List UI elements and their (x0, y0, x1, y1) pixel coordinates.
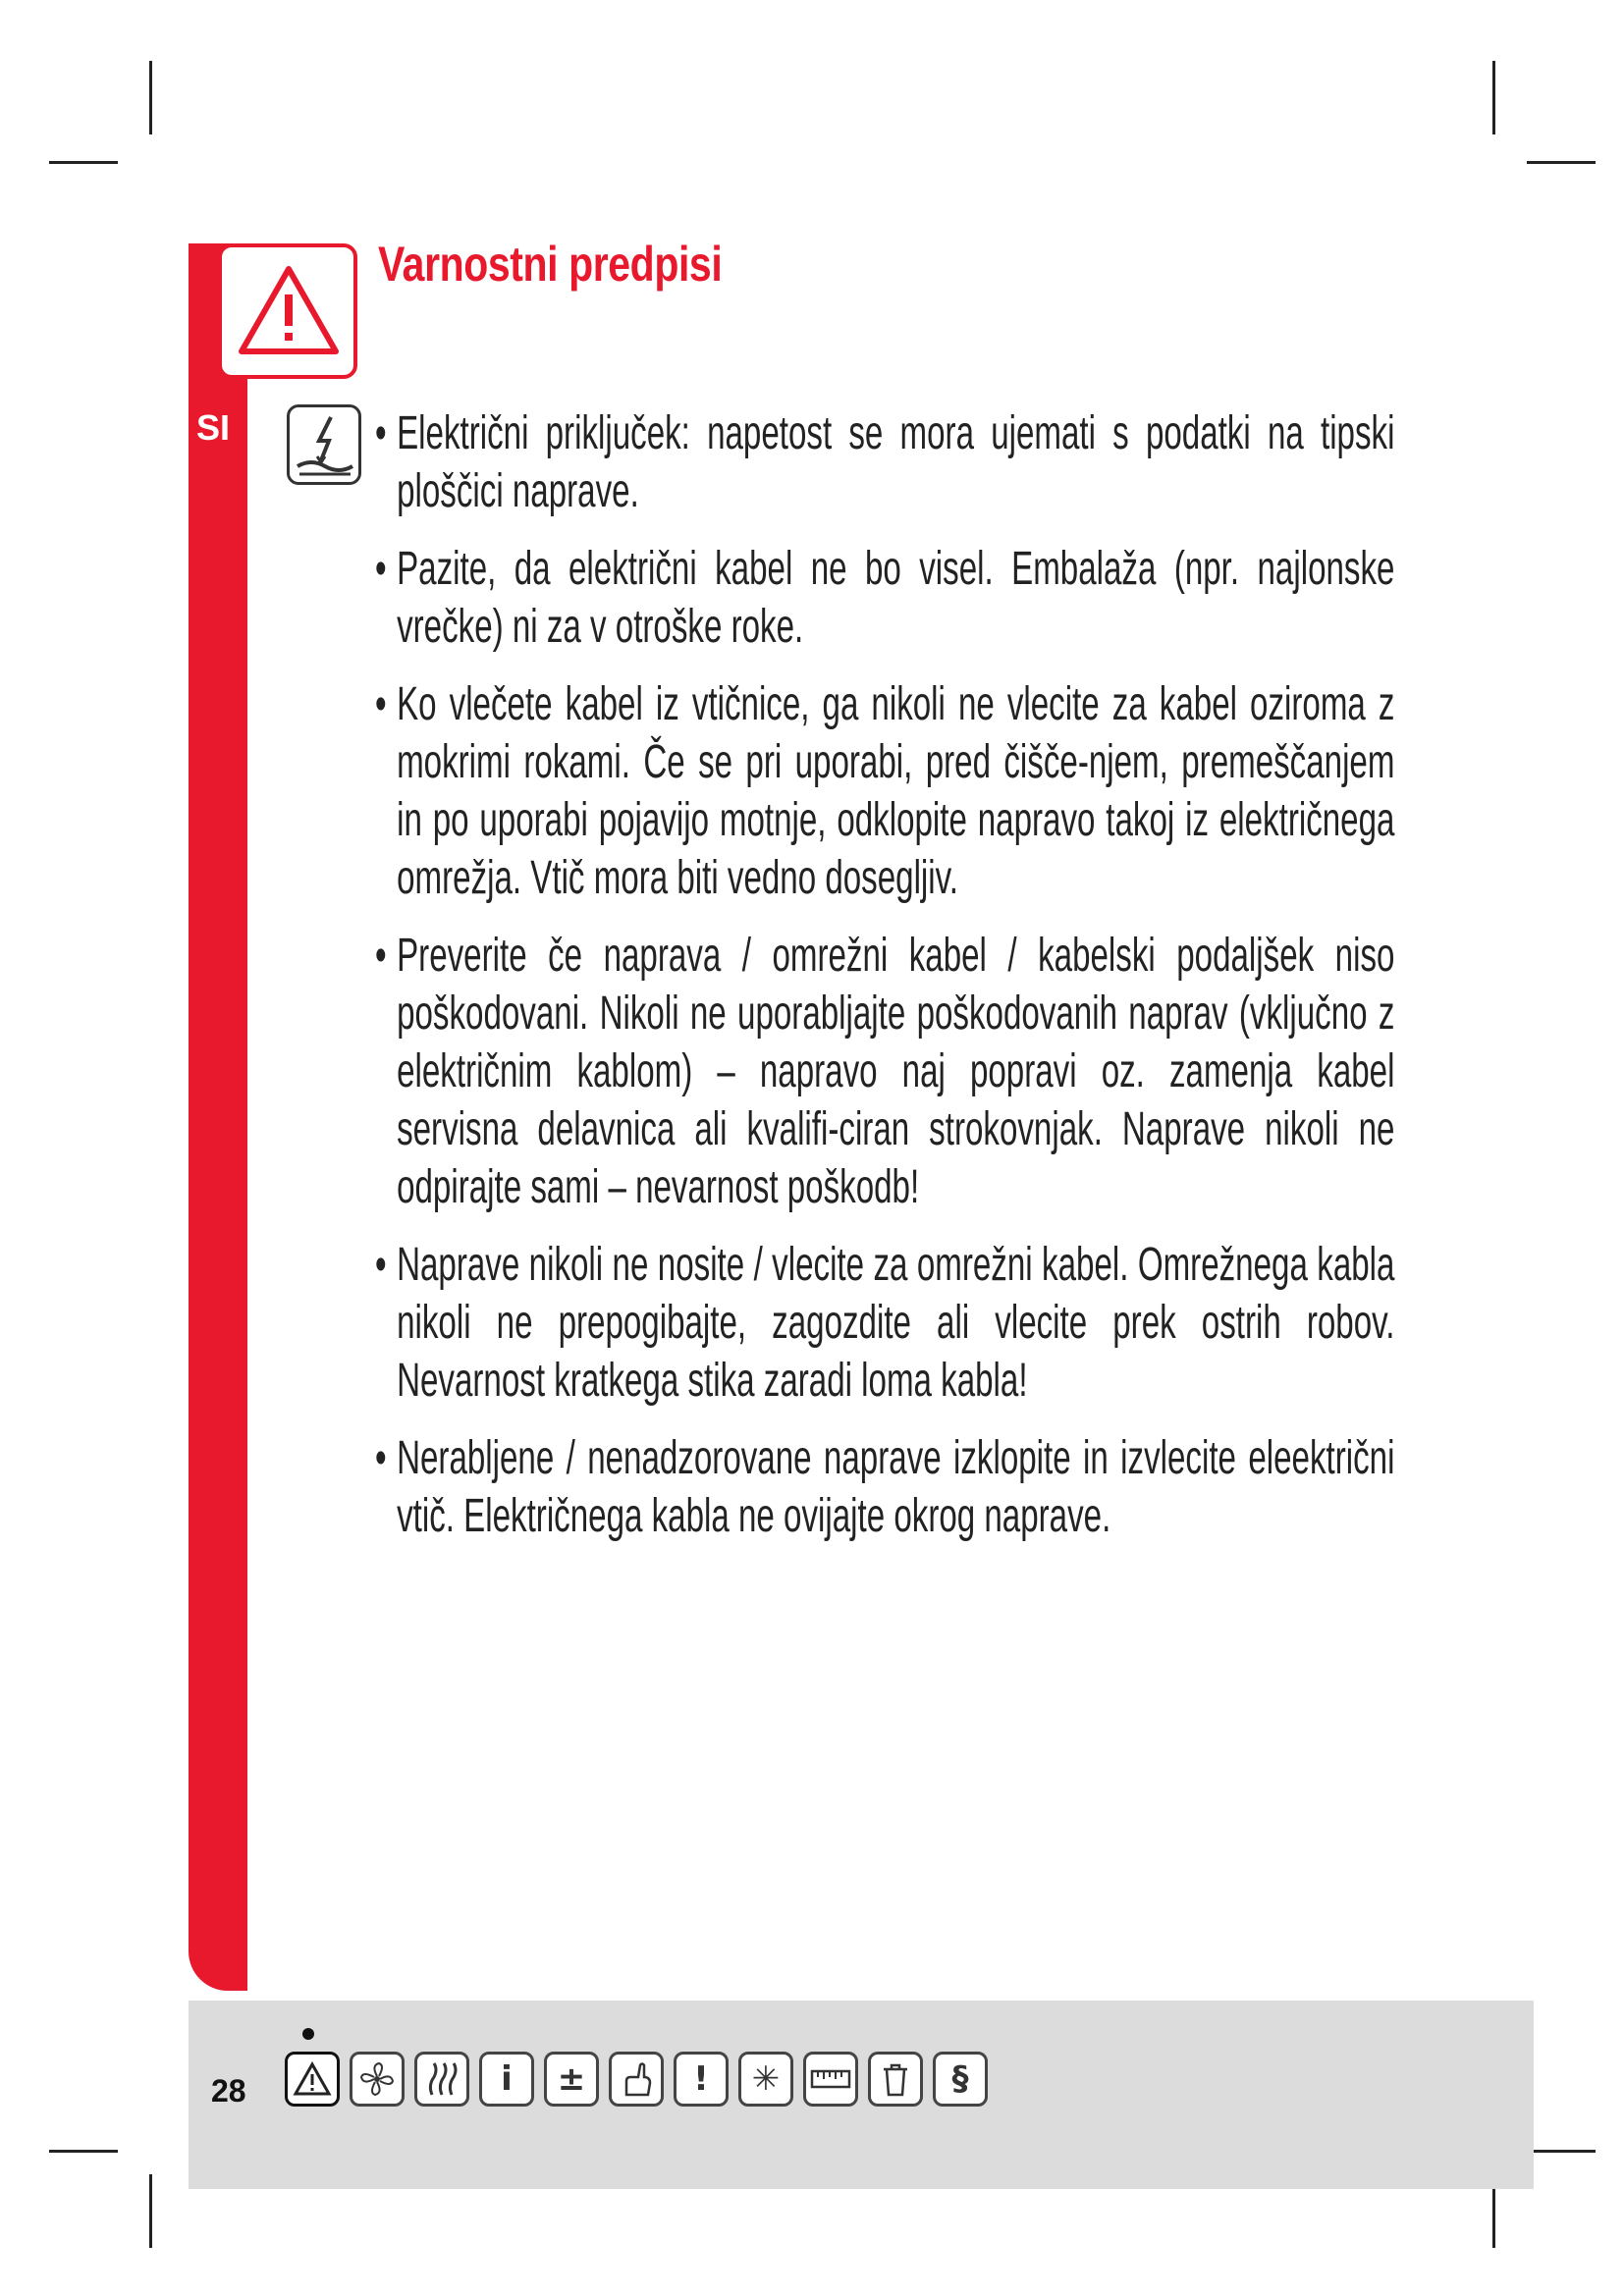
page-title: Varnostni predpisi (378, 237, 723, 292)
crop-mark (1527, 2150, 1596, 2153)
list-item: • Preverite če naprava / omrežni kabel / kabelski podaljšek niso poškodovani. Nikoli ne uporabljajte poškodovanih naprav (vključno z električnim kablom) – napravo naj popravi oz. zamenja kabel servisna delavnica ali kvalifi-ciran strokovnjak. Naprave nikoli ne odpirajte sami – nevarnost poškodb! (375, 927, 1394, 1216)
list-item: • Električni priključek: napetost se mora ujemati s podatki na tipski ploščici naprave. (375, 404, 1394, 520)
heat-icon[interactable] (414, 2052, 469, 2107)
crop-mark (49, 2150, 118, 2153)
crop-mark (1492, 61, 1495, 134)
info-icon[interactable]: i (479, 2052, 534, 2107)
safety-list (375, 404, 1396, 1565)
trash-icon[interactable] (868, 2052, 923, 2107)
list-item: • Ko vlečete kabel iz vtičnice, ga nikoli ne vlecite za kabel oziroma z mokrimi rokami. Če se pri uporabi, pred čišče-njem, premeščanjem in po uporabi pojavijo motnje, odklopite napravo takoj iz električnega omrežja. Vtič mora biti vedno dosegljiv. (375, 675, 1394, 907)
warning-icon[interactable] (285, 2052, 340, 2107)
list-item: • Nerabljene / nenadzorovane naprave izklopite in izvlecite eleektrični vtič. Električnega kabla ne ovijajte okrog naprave. (375, 1429, 1394, 1545)
list-item: • Pazite, da električni kabel ne bo visel. Embalaža (npr. najlonske vrečke) ni za v otroške roke. (375, 540, 1394, 656)
red-sidebar (189, 243, 247, 1991)
warning-triangle-icon (236, 261, 342, 359)
plus-minus-icon[interactable]: ± (544, 2052, 599, 2107)
page-number: 28 (211, 2073, 246, 2109)
language-tag: SI (196, 407, 231, 448)
crop-mark (49, 161, 118, 164)
list-item: • Naprave nikoli ne nosite / vlecite za omrežni kabel. Omrežnega kabla nikoli ne prepogibajte, zagozdite ali vlecite prek ostrih robov. Nevarnost kratkega stika zaradi loma kabla! (375, 1236, 1394, 1410)
exclamation-icon[interactable]: ! (674, 2052, 729, 2107)
snowflake-icon[interactable]: ✳ (738, 2052, 793, 2107)
electric-hazard-icon (287, 404, 361, 485)
crop-mark (1527, 161, 1596, 164)
section-nav (285, 2052, 988, 2107)
hand-icon[interactable] (609, 2052, 664, 2107)
crop-mark (149, 61, 152, 134)
paragraph-icon[interactable]: § (933, 2052, 988, 2107)
ruler-icon[interactable] (803, 2052, 858, 2107)
warning-box (218, 243, 357, 379)
crop-mark (149, 2174, 152, 2248)
active-indicator-dot (302, 2028, 314, 2040)
fan-icon[interactable] (350, 2052, 405, 2107)
